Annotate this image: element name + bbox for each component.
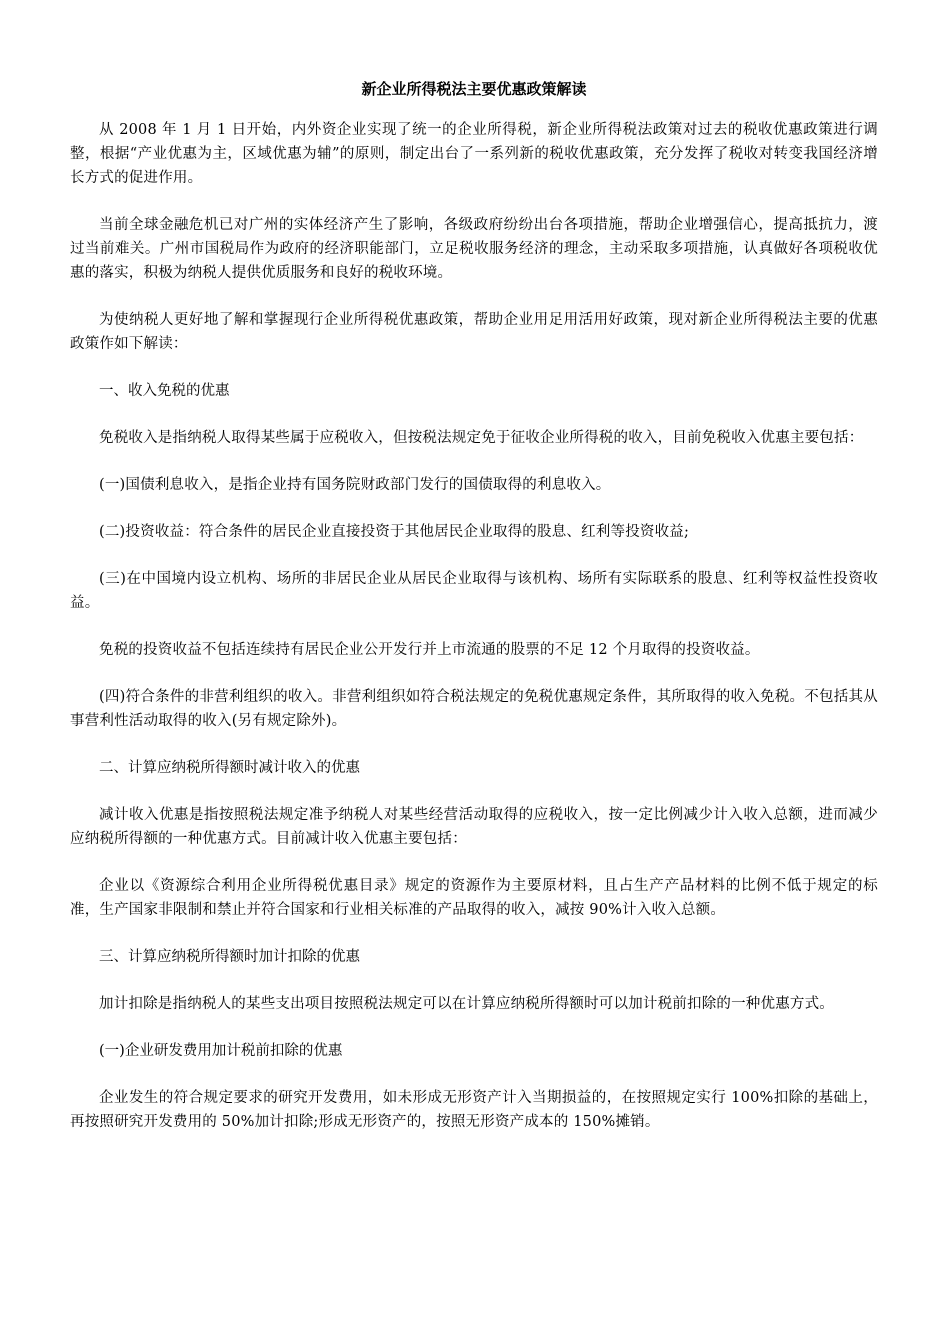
paragraph-intro: 从 2008 年 1 月 1 日开始，内外资企业实现了统一的企业所得税，新企业所得税法政策对过去的税收优惠政策进行调整，根据“产业优惠为主，区域优惠为辅”的原则，制定出台了一系列新的税收优惠政策，充分发挥了税收对转变我国经济增长方式的促进作用。	[70, 122, 878, 186]
section-heading-3: 三、计算应纳税所得额时加计扣除的优惠	[99, 949, 360, 965]
paragraph-context: 当前全球金融危机已对广州的实体经济产生了影响，各级政府纷纷出台各项措施，帮助企业增强信心，提高抵抗力，渡过当前难关。广州市国税局作为政府的经济职能部门，立足税收服务经济的理念，主动采取多项措施，认真做好各项税收优惠的落实，积极为纳税人提供优质服务和良好的税收环境。	[70, 217, 878, 281]
document-title: 新企业所得税法主要优惠政策解读	[361, 80, 587, 98]
list-item-3: (三)在中国境内设立机构、场所的非居民企业从居民企业取得与该机构、场所有实际联系的股息、红利等权益性投资收益。	[70, 571, 878, 611]
section-heading-1: 一、收入免税的优惠	[99, 383, 230, 399]
paragraph-exempt-definition: 免税收入是指纳税人取得某些属于应税收入，但按税法规定免于征收企业所得税的收入，目前免税收入优惠主要包括：	[99, 430, 864, 446]
list-item-1: (一)国债利息收入，是指企业持有国务院财政部门发行的国债取得的利息收入。	[99, 477, 611, 493]
paragraph-resource-utilization: 企业以《资源综合利用企业所得税优惠目录》规定的资源作为主要原材料，且占生产产品材料的比例不低于规定的标准，生产国家非限制和禁止并符合国家和行业相关标准的产品取得的收入，减按 90%计入收入总额。	[70, 878, 878, 918]
section-heading-2: 二、计算应纳税所得额时减计收入的优惠	[99, 760, 360, 776]
paragraph-exclusion: 免税的投资收益不包括连续持有居民企业公开发行并上市流通的股票的不足 12 个月取得的投资收益。	[99, 642, 760, 658]
paragraph-additional-deduction-definition: 加计扣除是指纳税人的某些支出项目按照税法规定可以在计算应纳税所得额时可以加计税前扣除的一种优惠方式。	[99, 996, 834, 1012]
list-item-2: (二)投资收益：符合条件的居民企业直接投资于其他居民企业取得的股息、红利等投资收益;	[99, 524, 690, 540]
paragraph-rd-deduction: 企业发生的符合规定要求的研究开发费用，如未形成无形资产计入当期损益的，在按照规定实行 100%扣除的基础上，再按照研究开发费用的 50%加计扣除;形成无形资产的，按照无形资产成本的 150%摊销。	[70, 1090, 878, 1130]
subsection-heading-rd: (一)企业研发费用加计税前扣除的优惠	[99, 1043, 343, 1059]
list-item-4: (四)符合条件的非营利组织的收入。非营利组织如符合税法规定的免税优惠规定条件，其所取得的收入免税。不包括其从事营利性活动取得的收入(另有规定除外)。	[70, 689, 878, 729]
paragraph-purpose: 为使纳税人更好地了解和掌握现行企业所得税优惠政策，帮助企业用足用活用好政策，现对新企业所得税法主要的优惠政策作如下解读：	[70, 312, 878, 352]
document-body	[70, 78, 878, 1157]
paragraph-reduced-income-definition: 减计收入优惠是指按照税法规定准予纳税人对某些经营活动取得的应税收入，按一定比例减少计入收入总额，进而减少应纳税所得额的一种优惠方式。目前减计收入优惠主要包括：	[70, 807, 878, 847]
